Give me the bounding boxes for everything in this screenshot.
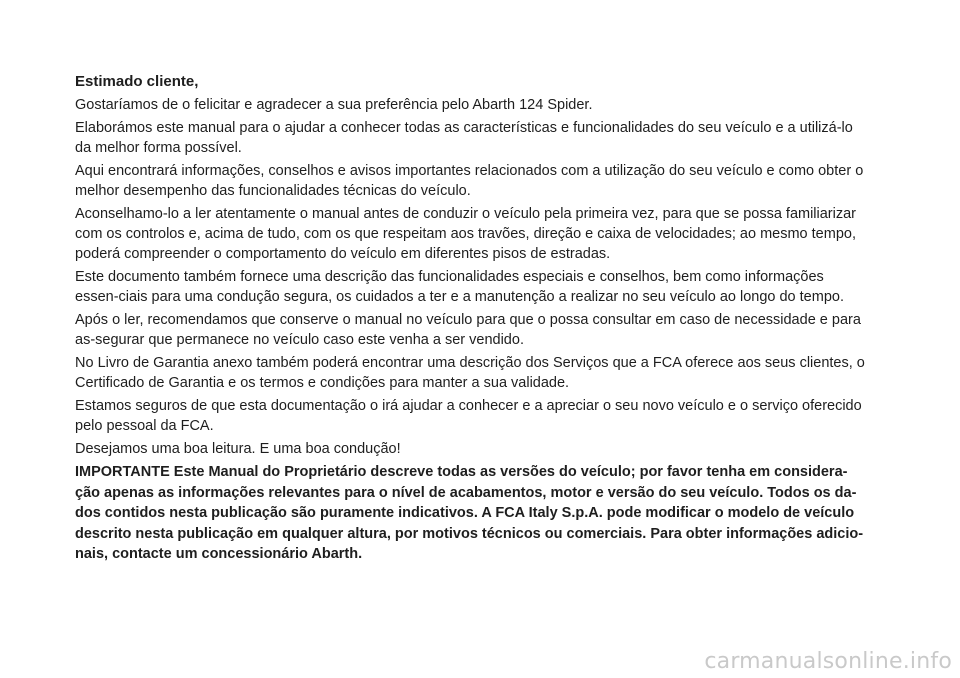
paragraph-assurance: Estamos seguros de que esta documentação o irá ajudar a conhecer e a apreciar o seu novo veículo e o serviço oferecido pelo pessoal da FCA. bbox=[75, 398, 862, 434]
important-notice: IMPORTANTE Este Manual do Proprietário descreve todas as versões do veículo; por favor tenha em considera-ção apenas as informações relevantes para o nível de acabamentos, motor e versão do seu veículo. Todos os da-dos contidos nesta publicação são puramente indicativos. A FCA Italy S.p.A. pode modificar o modelo de veículo descrito nesta publicação em qualquer altura, por motivos técnicos ou comerciais. Para obter informações adicio-nais, contacte um concessionário Abarth. bbox=[75, 464, 864, 562]
document-page bbox=[75, 72, 865, 565]
paragraph-read-before-driving: Aconselhamo-lo a ler atentamente o manual antes de conduzir o veículo pela primeira vez, para que se possa familiarizar com os controlos e, acima de tudo, com os que respeitam aos travões, direção e caixa de velocidades; ao mesmo tempo, poderá compreender o comportamento do veículo em diferentes pisos de estradas. bbox=[75, 206, 857, 262]
paragraph-keep-manual: Após o ler, recomendamos que conserve o manual no veículo para que o possa consultar em caso de necessidade e para as-segurar que permanece no veículo caso este venha a ser vendido. bbox=[75, 312, 861, 348]
paragraph-congratulations: Gostaríamos de o felicitar e agradecer a sua preferência pelo Abarth 124 Spider. bbox=[75, 97, 593, 113]
watermark: carmanualsonline.info bbox=[704, 649, 952, 674]
paragraph-features: Este documento também fornece uma descrição das funcionalidades especiais e conselhos, bem como informações essen-ciais para uma condução segura, os cuidados a ter e a manutenção a realizar no seu veículo ao longo do tempo. bbox=[75, 269, 844, 305]
paragraph-closing: Desejamos uma boa leitura. E uma boa condução! bbox=[75, 441, 401, 457]
paragraph-warranty: No Livro de Garantia anexo também poderá encontrar uma descrição dos Serviços que a FCA oferece aos seus clientes, o Certificado de Garantia e os termos e condições para manter a sua validade. bbox=[75, 355, 865, 391]
paragraph-manual-purpose: Elaborámos este manual para o ajudar a conhecer todas as características e funcionalidades do seu veículo e a utilizá-lo da melhor forma possível. bbox=[75, 120, 853, 156]
paragraph-information: Aqui encontrará informações, conselhos e avisos importantes relacionados com a utilização do seu veículo e como obter o melhor desempenho das funcionalidades técnicas do veículo. bbox=[75, 163, 864, 199]
greeting: Estimado cliente, bbox=[75, 73, 199, 90]
